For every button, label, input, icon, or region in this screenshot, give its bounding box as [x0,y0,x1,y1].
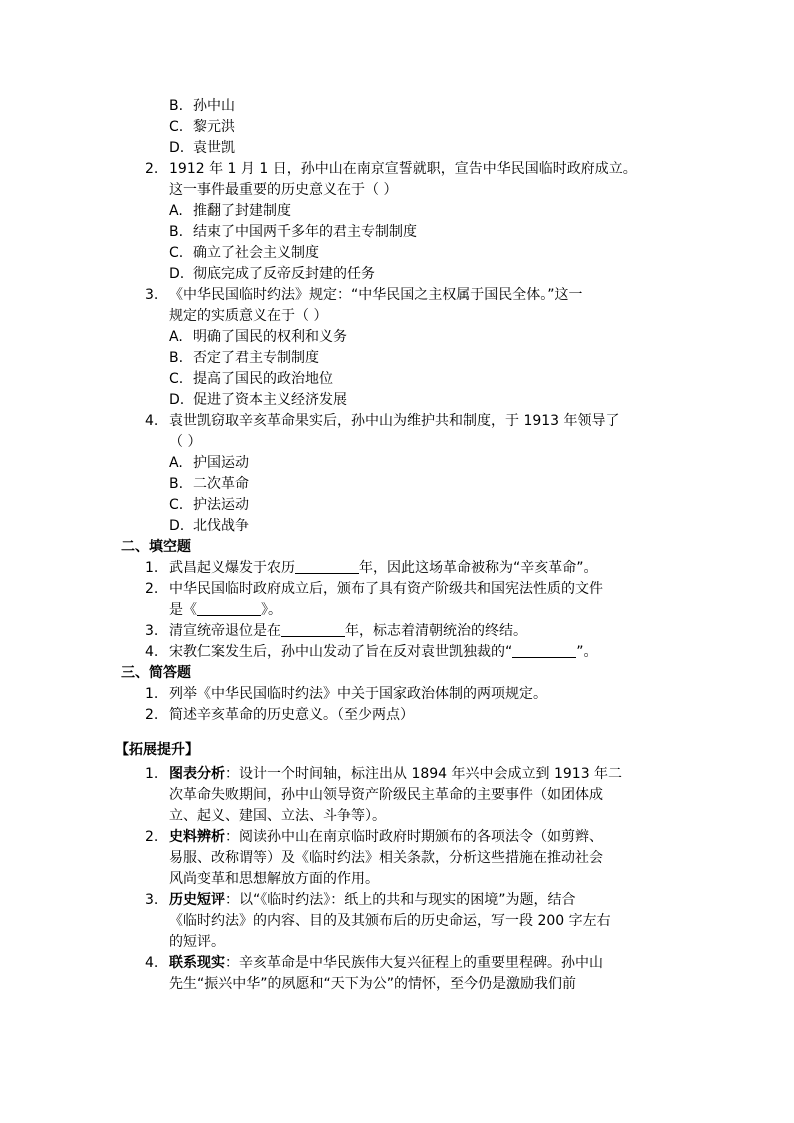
option-d: D. 彻底完成了反帝反封建的任务 [169,266,375,282]
fill-blank-1: 1. 武昌起义爆发于农历 年，因此这场革命被称为“辛亥革命”。 [145,560,598,576]
extension-item-3-cont: 《临时约法》的内容、目的及其颁布后的历史命运，写一段 200 字左右 [169,913,611,929]
answer-blank[interactable] [197,601,261,616]
extension-item-1-cont: 立、起义、建国、立法、斗争等）。 [169,808,386,824]
answer-blank[interactable] [281,622,345,637]
fill-blank-2: 2. 中华民国临时政府成立后，颁布了具有资产阶级共和国宪法性质的文件 [145,581,603,597]
extension-item-1: 1. 图表分析：设计一个时间轴，标注出从 1894 年兴中会成立到 1913 年二 [145,766,623,782]
section-title-fill-blank: 二、填空题 [121,539,191,555]
option-c: C. 确立了社会主义制度 [169,245,319,261]
extension-item-3-cont: 的短评。 [169,934,225,950]
fill-blank-2-cont: 是《 》。 [169,602,282,618]
option-d: D. 袁世凯 [169,140,235,156]
short-answer-2: 2. 简述辛亥革命的历史意义。（至少两点） [145,707,414,723]
short-answer-1: 1. 列举《中华民国临时约法》中关于国家政治体制的两项规定。 [145,686,547,702]
question-3-cont: 规定的实质意义在于（ ） [169,308,328,324]
option-d: D. 促进了资本主义经济发展 [169,392,347,408]
fill-blank-4: 4. 宋教仁案发生后，孙中山发动了旨在反对袁世凯独裁的“ ”。 [145,644,598,660]
option-c: C. 黎元洪 [169,119,235,135]
option-d: D. 北伐战争 [169,518,249,534]
extension-item-4: 4. 联系现实：辛亥革命是中华民族伟大复兴征程上的重要里程碑。孙中山 [145,955,603,971]
question-2-cont: 这一事件最重要的历史意义在于（ ） [169,182,398,198]
extension-item-3: 3. 历史短评：以“《临时约法》：纸上的共和与现实的困境”为题，结合 [145,892,576,908]
question-2: 2. 1912 年 1 月 1 日，孙中山在南京宣誓就职，宣告中华民国临时政府成立。 [145,161,637,177]
option-a: A. 推翻了封建制度 [169,203,291,219]
option-a: A. 护国运动 [169,455,249,471]
extension-item-1-cont: 次革命失败期间，孙中山领导资产阶级民主革命的主要事件（如团体成 [169,787,603,803]
option-a: A. 明确了国民的权利和义务 [169,329,347,345]
section-title-short-answer: 三、简答题 [121,665,191,681]
extension-item-2: 2. 史料辨析：阅读孙中山在南京临时政府时期颁布的各项法令（如剪辫、 [145,829,603,845]
option-c: C. 护法运动 [169,497,249,513]
question-3: 3. 《中华民国临时约法》规定：“中华民国之主权属于国民全体。”这一 [145,287,583,303]
option-b: B. 孙中山 [169,98,235,114]
option-b: B. 否定了君主专制制度 [169,350,319,366]
extension-item-4-cont: 先生“振兴中华”的夙愿和“天下为公”的情怀，至今仍是激励我们前 [169,976,577,992]
answer-blank[interactable] [295,559,359,574]
answer-blank[interactable] [512,643,576,658]
section-title-extension: 【拓展提升】 [115,742,199,758]
extension-item-2-cont: 风尚变革和思想解放方面的作用。 [169,871,379,887]
question-4: 4. 袁世凯窃取辛亥革命果实后，孙中山为维护共和制度，于 1913 年领导了 [145,413,620,429]
option-c: C. 提高了国民的政治地位 [169,371,333,387]
fill-blank-3: 3. 清宣统帝退位是在 年，标志着清朝统治的终结。 [145,623,527,639]
question-4-cont: （ ） [169,434,202,450]
extension-item-2-cont: 易服、改称谓等）及《临时约法》相关条款，分析这些措施在推动社会 [169,850,603,866]
option-b: B. 二次革命 [169,476,249,492]
option-b: B. 结束了中国两千多年的君主专制制度 [169,224,417,240]
